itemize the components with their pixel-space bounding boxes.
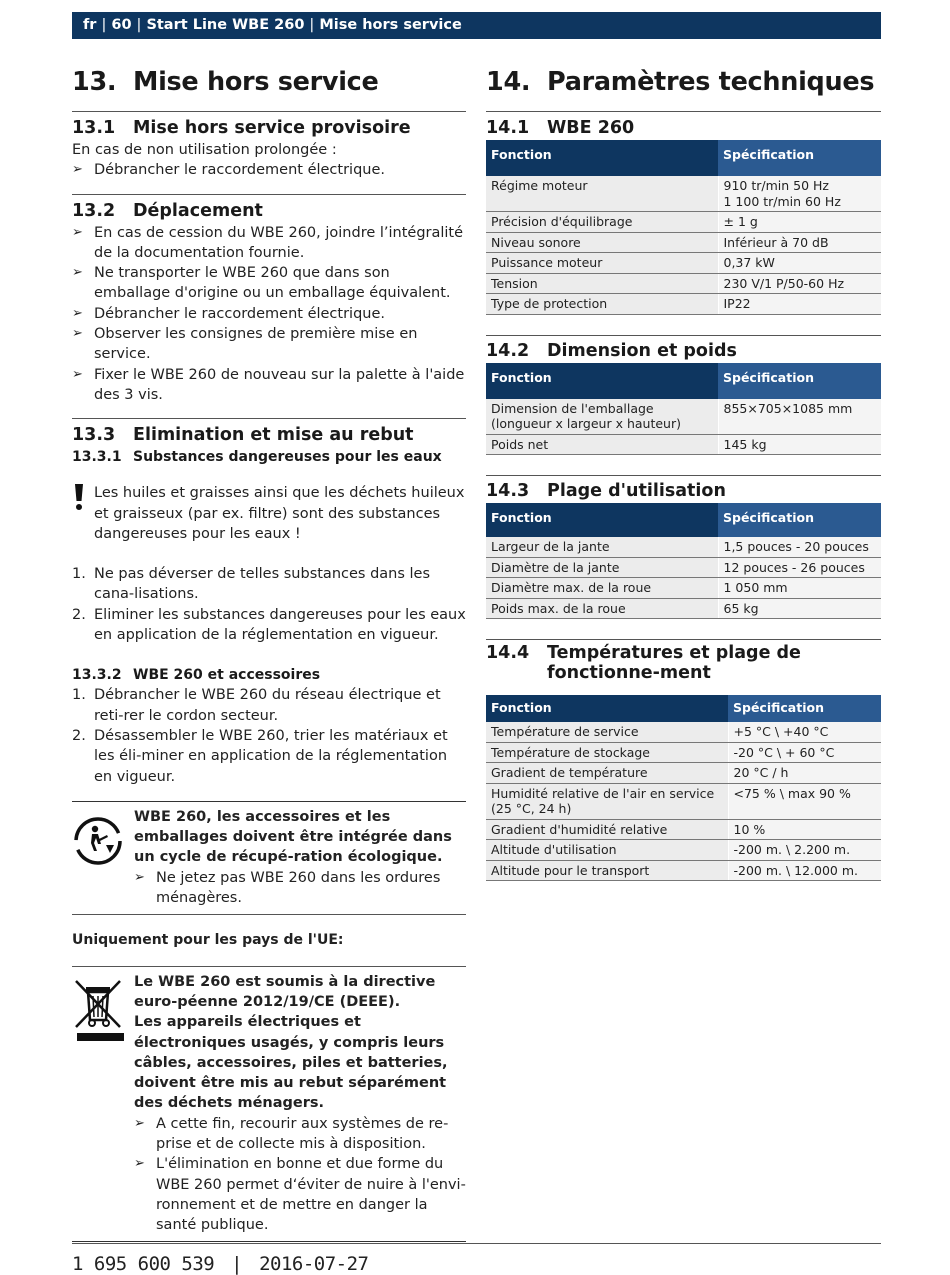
column-header: Spécification bbox=[728, 695, 881, 722]
table-row bbox=[486, 860, 881, 881]
section-13-3-heading: 13.3 Elimination et mise au rebut bbox=[72, 425, 414, 446]
table-cell-spec: -200 m. \ 2.200 m. bbox=[728, 840, 881, 861]
column-header: Spécification bbox=[718, 363, 881, 399]
table-cell-function: Précision d'équilibrage bbox=[486, 212, 718, 233]
table-row bbox=[486, 598, 881, 619]
page-header: fr | 60 | Start Line WBE 260 | Mise hors service bbox=[72, 12, 881, 39]
spec-table-temperatures bbox=[486, 695, 881, 881]
table-cell-function: Humidité relative de l'air en service (25 °C, 24 h) bbox=[486, 783, 728, 819]
list-item: 1. Ne pas déverser de telles substances dans les cana-lisations. bbox=[72, 566, 431, 603]
column-header: Fonction bbox=[486, 695, 728, 722]
table-row bbox=[486, 176, 881, 212]
table-cell-function: Température de stockage bbox=[486, 742, 728, 763]
table-cell-spec: <75 % \ max 90 % bbox=[728, 783, 881, 819]
table-cell-function: Gradient de température bbox=[486, 763, 728, 784]
list-item: ➢ En cas de cession du WBE 260, joindre l’intégralité de la documentation fournie. bbox=[72, 224, 464, 261]
table-cell-spec: 1 050 mm bbox=[718, 578, 881, 599]
table-cell-spec: 10 % bbox=[728, 819, 881, 840]
table-cell-function: Température de service bbox=[486, 722, 728, 742]
section-13-1-heading: 13.1 Mise hors service provisoire bbox=[72, 118, 411, 138]
table-cell-spec: 12 pouces - 26 pouces bbox=[718, 557, 881, 578]
header-product: Start Line WBE 260 bbox=[146, 17, 305, 33]
column-header: Spécification bbox=[718, 503, 881, 537]
table-cell-spec: +5 °C \ +40 °C bbox=[728, 722, 881, 742]
list-item: 2. Eliminer les substances dangereuses pour les eaux en application de la réglementation en vigueur. bbox=[72, 606, 466, 644]
table-cell-function: Poids net bbox=[486, 434, 718, 455]
table-cell-spec: 910 tr/min 50 Hz 1 100 tr/min 60 Hz bbox=[718, 176, 881, 212]
table-cell-function: Altitude d'utilisation bbox=[486, 840, 728, 861]
right-column bbox=[486, 60, 881, 881]
list-item: ➢ L'élimination en bonne et due forme du WBE 260 permet d‘éviter de nuire à l'envi-ronnement et de mettre en danger la santé publique. bbox=[134, 1156, 466, 1234]
table-row bbox=[486, 399, 881, 435]
section-13-1-intro: En cas de non utilisation prolongée : bbox=[72, 142, 337, 158]
eu-only-label: Uniquement pour les pays de l'UE: bbox=[72, 932, 344, 949]
list-item: ➢ A cette fin, recourir aux systèmes de re-prise et de collecte mis à disposition. bbox=[134, 1115, 449, 1152]
exclamation-icon bbox=[72, 483, 94, 544]
page-footer: 1 695 600 539 | 2016-07-27 bbox=[72, 1253, 369, 1275]
table-cell-function: Largeur de la jante bbox=[486, 537, 718, 557]
section-13-3-2-heading: 13.3.2 WBE 260 et accessoires bbox=[72, 667, 321, 684]
spec-table-usage-range bbox=[486, 503, 881, 619]
table-cell-spec: 855×705×1085 mm bbox=[718, 399, 881, 435]
column-header: Fonction bbox=[486, 363, 718, 399]
footer-date: 2016-07-27 bbox=[259, 1253, 369, 1275]
table-cell-spec: IP22 bbox=[718, 294, 881, 315]
table-row bbox=[486, 212, 881, 233]
table-row bbox=[486, 742, 881, 763]
table-cell-spec: ± 1 g bbox=[718, 212, 881, 233]
table-row bbox=[486, 783, 881, 819]
header-page-number: 60 bbox=[111, 17, 132, 33]
footer-doc-number: 1 695 600 539 bbox=[72, 1253, 215, 1275]
table-cell-function: Tension bbox=[486, 273, 718, 294]
table-row bbox=[486, 273, 881, 294]
list-item: 2. Désassembler le WBE 260, trier les matériaux et les éli-miner en application de la réglementation en vigueur. bbox=[72, 727, 448, 785]
table-cell-function: Dimension de l'emballage (longueur x largeur x hauteur) bbox=[486, 399, 718, 435]
table-cell-spec: -200 m. \ 12.000 m. bbox=[728, 860, 881, 881]
table-cell-spec: 1,5 pouces - 20 pouces bbox=[718, 537, 881, 557]
section-14-2-heading: 14.2 Dimension et poids bbox=[486, 340, 737, 361]
footer-divider bbox=[72, 1243, 881, 1244]
section-14-1-heading: 14.1 WBE 260 bbox=[486, 118, 635, 138]
spec-table-dimensions bbox=[486, 363, 881, 456]
header-language: fr bbox=[83, 17, 97, 33]
table-cell-spec: 230 V/1 P/50-60 Hz bbox=[718, 273, 881, 294]
header-section: Mise hors service bbox=[319, 17, 462, 33]
table-row bbox=[486, 819, 881, 840]
table-cell-function: Diamètre max. de la roue bbox=[486, 578, 718, 599]
table-cell-function: Poids max. de la roue bbox=[486, 598, 718, 619]
table-row bbox=[486, 722, 881, 742]
table-row bbox=[486, 253, 881, 274]
table-row bbox=[486, 763, 881, 784]
table-row bbox=[486, 434, 881, 455]
list-item: ➢ Fixer le WBE 260 de nouveau sur la palette à l'aide des 3 vis. bbox=[72, 366, 465, 403]
table-cell-function: Puissance moteur bbox=[486, 253, 718, 274]
table-cell-function: Niveau sonore bbox=[486, 232, 718, 253]
recycling-icon bbox=[72, 807, 134, 908]
chapter-14-heading: 14. Paramètres techniques bbox=[486, 67, 875, 97]
table-row bbox=[486, 578, 881, 599]
section-13-2-heading: 13.2 Déplacement bbox=[72, 200, 263, 221]
table-row bbox=[486, 537, 881, 557]
column-header: Spécification bbox=[718, 140, 881, 176]
weee-note: Le WBE 260 est soumis à la directive euro-péenne 2012/19/CE (DEEE). Les appareils électriques et électroniques usagés, y compris leurs câbles, accessoires, piles et batteries, doivent être mis au rebut séparément des déchets ménagers. ➢ A cette fin, recourir aux systèmes de re-prise et de collecte mis à disposition. ➢ L'élimination en bonne et due forme du WBE 260 permet d‘éviter de nuire à l'envi-ronnement et de mettre en danger la santé publique. bbox=[72, 967, 466, 1241]
chapter-13-heading: 13. Mise hors service bbox=[72, 67, 379, 97]
table-row bbox=[486, 840, 881, 861]
table-cell-function: Altitude pour le transport bbox=[486, 860, 728, 881]
table-cell-function: Régime moteur bbox=[486, 176, 718, 212]
list-item: ➢ Ne transporter le WBE 260 que dans son emballage d'origine ou un emballage équivalent. bbox=[72, 265, 451, 302]
recycling-note: WBE 260, les accessoires et les emballages doivent être intégrée dans un cycle de récupé-ration écologique. ➢ Ne jetez pas WBE 260 dans les ordures ménagères. bbox=[72, 802, 466, 913]
section-14-3-heading: 14.3 Plage d'utilisation bbox=[486, 481, 726, 501]
table-cell-function: Gradient d'humidité relative bbox=[486, 819, 728, 840]
table-cell-spec: 65 kg bbox=[718, 598, 881, 619]
table-cell-spec: 20 °C / h bbox=[728, 763, 881, 784]
table-row bbox=[486, 557, 881, 578]
spec-table-wbe260 bbox=[486, 140, 881, 315]
warning-note: Les huiles et graisses ainsi que les déchets huileux et graisseux (par ex. filtre) sont des substances dangereuses pour les eaux ! bbox=[72, 483, 466, 544]
table-cell-function: Type de protection bbox=[486, 294, 718, 315]
list-item: ➢ Débrancher le raccordement électrique. bbox=[72, 305, 386, 322]
list-item: 1. Débrancher le WBE 260 du réseau électrique et reti-rer le cordon secteur. bbox=[72, 687, 441, 724]
table-cell-spec: -20 °C \ + 60 °C bbox=[728, 742, 881, 763]
table-cell-spec: Inférieur à 70 dB bbox=[718, 232, 881, 253]
table-row bbox=[486, 294, 881, 315]
list-item: ➢ Débrancher le raccordement électrique. bbox=[72, 162, 386, 179]
section-13-3-1-heading: 13.3.1 Substances dangereuses pour les eaux bbox=[72, 449, 442, 466]
table-cell-function: Diamètre de la jante bbox=[486, 557, 718, 578]
column-header: Fonction bbox=[486, 140, 718, 176]
list-item: ➢ Ne jetez pas WBE 260 dans les ordures ménagères. bbox=[134, 869, 441, 907]
crossed-bin-icon bbox=[72, 972, 134, 1236]
table-row bbox=[486, 232, 881, 253]
list-item: ➢ Observer les consignes de première mise en service. bbox=[72, 326, 418, 363]
table-cell-spec: 0,37 kW bbox=[718, 253, 881, 274]
left-column bbox=[72, 60, 466, 1242]
column-header: Fonction bbox=[486, 503, 718, 537]
table-cell-spec: 145 kg bbox=[718, 434, 881, 455]
section-14-4-heading: 14.4 Températures et plage de fonctionne-ment bbox=[486, 643, 801, 683]
